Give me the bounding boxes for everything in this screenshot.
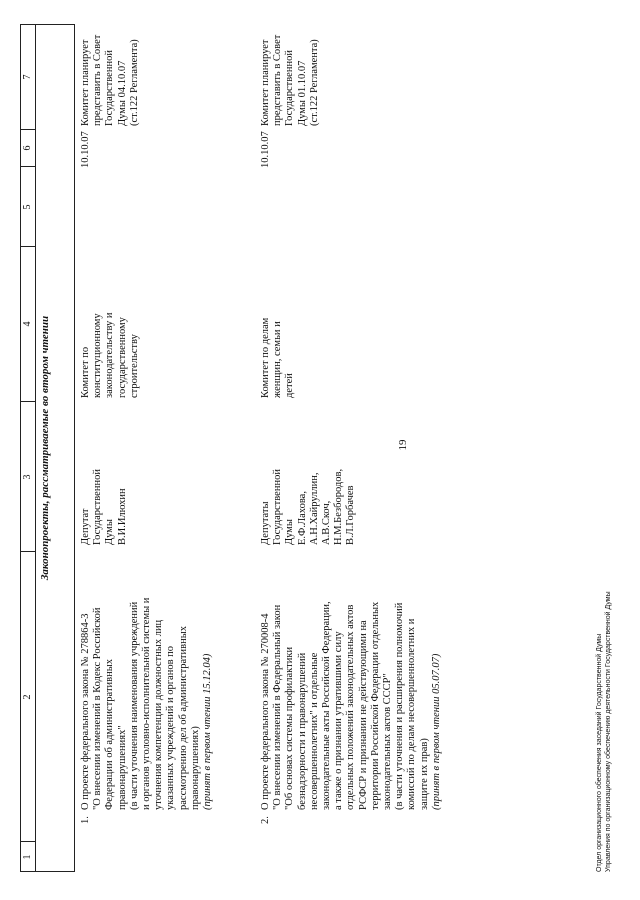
- committee-line: Комитет по делам: [260, 317, 271, 398]
- column-number: 5: [22, 204, 33, 210]
- column-number: 1: [22, 854, 33, 860]
- bill-title: [80, 598, 214, 810]
- plan-line: (ст.122 Регламента): [128, 39, 140, 126]
- bill-title-line: указанных учреждений и органов по: [165, 645, 177, 810]
- bill-title-line: безнадзорности и правонарушений: [296, 652, 308, 810]
- committee-line: Комитет по: [80, 346, 91, 398]
- bill-title-line: О проекте федерального закона № 278864-3: [80, 613, 91, 810]
- column-number: 2: [22, 694, 33, 700]
- bill-title-line: отдельных положений законодательных актов: [345, 604, 357, 810]
- author-line: А.Н.Хайруллин,: [308, 472, 320, 545]
- author-line: В.Л.Горбачев: [345, 485, 357, 545]
- column-number: 7: [22, 74, 33, 80]
- author-line: Думы: [104, 519, 116, 545]
- committee-line: строительству: [128, 334, 140, 398]
- bill-title-line: рассмотрению дел об административных: [177, 625, 189, 810]
- bill-title-line: правонарушениях": [116, 725, 128, 810]
- bill-title-line: уточнения компетенции должностных лиц: [153, 619, 165, 810]
- column-divider: [20, 166, 35, 167]
- committee-plan: [80, 35, 141, 126]
- bill-title-line: РСФСР и признании не действующими на: [357, 620, 369, 810]
- bill-title-line: (в части уточнения и расширения полномочий: [394, 602, 406, 810]
- bill-authors: [260, 469, 358, 545]
- page-footer: [596, 591, 613, 872]
- committee-line: государственному: [116, 317, 128, 398]
- agenda-table: [20, 24, 540, 872]
- bill-title-line: "Об основах системы профилактики: [284, 646, 296, 810]
- footer-line: Отдел организационного обеспечения заседаний Государственной Думы: [596, 633, 603, 872]
- bill-title-line: Федерации об административных: [104, 658, 116, 810]
- author-line: Государственной: [272, 469, 284, 545]
- header-bottom-border: [35, 24, 36, 872]
- committee-line: законодательству и: [104, 312, 116, 398]
- column-divider: [20, 401, 35, 402]
- bill-title-line: "О внесении изменений в Федеральный закон: [272, 604, 284, 810]
- bill-title-line: территории Российской Федерации отдельных: [369, 601, 381, 810]
- bill-title-line: комиссий по делам несовершеннолетних и: [406, 618, 418, 810]
- page-number: 19: [397, 439, 409, 451]
- bill-title-line: и органов уголовно-исполнительной системы и: [141, 597, 153, 810]
- committee-plan: [260, 35, 321, 126]
- bill-title-line: законодательные акты Российской Федерации,: [321, 601, 333, 810]
- table-top-border: [20, 24, 21, 872]
- author-line: Е.Ф.Лахова,: [296, 491, 308, 545]
- author-line: Думы: [284, 519, 296, 545]
- bill-title-line: защите их прав): [418, 738, 430, 810]
- responsible-committee: [80, 312, 141, 398]
- author-line: Депутат: [80, 508, 91, 545]
- row-number: 2.: [260, 816, 271, 824]
- plan-line: Думы 01.10.07: [296, 60, 308, 126]
- plan-line: Комитет планирует: [80, 39, 91, 126]
- plan-line: Государственной: [284, 50, 296, 126]
- first-reading-note: (принят в первом чтении 05.07.07): [430, 653, 442, 810]
- committee-line: детей: [284, 373, 296, 398]
- footer-line: Управления по организационному обеспечению деятельности Государственной Думы: [604, 591, 612, 872]
- bill-title-line: О проекте федерального закона № 270008-4: [260, 613, 271, 810]
- bill-title-line: правонарушениях): [189, 726, 201, 810]
- plan-line: Комитет планирует: [260, 39, 271, 126]
- section-title: Законопроекты, рассматриваемые во втором чтении: [39, 315, 51, 581]
- author-line: Депутаты: [260, 501, 271, 545]
- column-number: 3: [22, 474, 33, 480]
- plan-line: Думы 04.10.07: [116, 60, 128, 126]
- first-reading-note: (принят в первом чтении 15.12.04): [202, 653, 214, 810]
- committee-line: женщин, семьи и: [272, 321, 284, 398]
- column-divider: [20, 246, 35, 247]
- author-line: А.В.Скоч,: [321, 500, 333, 545]
- bill-title-line: несовершеннолетних" и отдельные: [308, 652, 320, 810]
- author-line: Государственной: [92, 469, 104, 545]
- column-divider: [20, 551, 35, 552]
- column-number: 4: [22, 321, 33, 327]
- consideration-date: 10.10.07: [260, 131, 271, 168]
- plan-line: Государственной: [104, 50, 116, 126]
- row-number: 1.: [80, 816, 91, 824]
- bill-title-line: а также о признании утратившими силу: [333, 631, 345, 810]
- responsible-committee: [260, 318, 297, 398]
- column-divider: [20, 129, 35, 130]
- plan-line: представить в Совет: [272, 34, 284, 126]
- bill-title-line: "О внесении изменений в Кодекс Российской: [92, 607, 104, 810]
- section-bottom-border: [74, 24, 75, 872]
- committee-line: конституционному: [92, 313, 104, 398]
- plan-line: (ст.122 Регламента): [308, 39, 320, 126]
- column-number: 6: [22, 145, 33, 151]
- author-line: В.И.Илюхин: [116, 488, 128, 545]
- bill-title-line: (в части уточнения наименования учреждений: [128, 601, 140, 810]
- author-line: Н.М.Безбородов,: [333, 468, 345, 545]
- bill-authors: [80, 469, 129, 545]
- plan-line: представить в Совет: [92, 34, 104, 126]
- bill-title-line: законодательных актов СССР": [382, 673, 394, 810]
- bill-title: [260, 601, 443, 810]
- consideration-date: 10.10.07: [80, 131, 91, 168]
